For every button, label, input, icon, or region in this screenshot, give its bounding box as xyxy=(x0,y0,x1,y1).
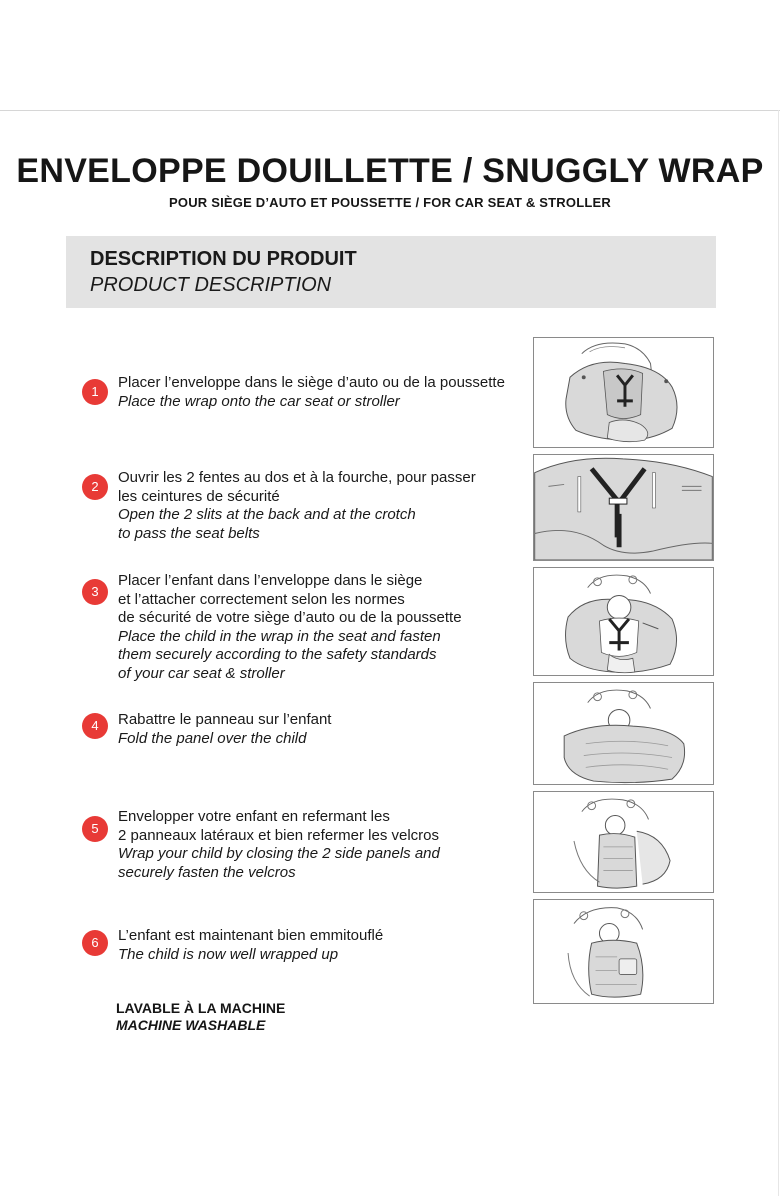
step-text-en: Open the 2 slits at the back and at the crotch to pass the seat belts xyxy=(118,506,416,542)
step-text xyxy=(118,572,538,683)
panel-folded-over-icon xyxy=(534,683,713,784)
step-text-fr: Placer l’enveloppe dans le siège d’auto ou de la poussette xyxy=(118,374,505,391)
step-text-fr: Rabattre le panneau sur l’enfant xyxy=(118,711,332,728)
product-description-band xyxy=(66,236,716,308)
step-text xyxy=(118,374,538,411)
description-heading-fr: DESCRIPTION DU PRODUIT xyxy=(90,248,357,270)
right-divider xyxy=(778,110,779,1196)
child-fully-wrapped-icon xyxy=(534,900,713,1003)
step-6-illustration xyxy=(533,899,714,1004)
step-number-badge: 2 xyxy=(82,474,108,500)
step-text-en: Place the child in the wrap in the seat and fasten them securely according to the safety standards of your car seat & stroller xyxy=(118,627,441,682)
step-5-illustration xyxy=(533,791,714,893)
step-text xyxy=(118,711,538,748)
step-text-en: Fold the panel over the child xyxy=(118,729,307,747)
side-panels-closing-icon xyxy=(534,792,713,892)
step-4-illustration xyxy=(533,682,714,785)
step-text-fr: Envelopper votre enfant en refermant les 2 panneaux latéraux et bien refermer les velcros xyxy=(118,808,440,844)
step-text-fr: Ouvrir les 2 fentes au dos et à la fourche, pour passer les ceintures de sécurité xyxy=(118,469,476,505)
step-text-en: Place the wrap onto the car seat or stroller xyxy=(118,392,400,410)
step-text-en: Wrap your child by closing the 2 side panels and securely fasten the velcros xyxy=(118,845,440,881)
page-subtitle: POUR SIÈGE D’AUTO ET POUSSETTE / FOR CAR SEAT & STROLLER xyxy=(169,195,611,210)
washable-label-en: MACHINE WASHABLE xyxy=(116,1017,266,1033)
step-number-badge: 5 xyxy=(82,816,108,842)
page-title: ENVELOPPE DOUILLETTE / SNUGGLY WRAP xyxy=(16,152,764,190)
step-text xyxy=(118,927,538,964)
step-text-fr: Placer l’enfant dans l’enveloppe dans le siège et l’attacher correctement selon les normes de sécurité de votre siège d’auto ou de la poussette xyxy=(118,572,462,626)
top-divider xyxy=(0,110,780,111)
step-number-badge: 3 xyxy=(82,579,108,605)
step-2-illustration xyxy=(533,454,714,561)
step-1-illustration xyxy=(533,337,714,448)
step-number-badge: 6 xyxy=(82,930,108,956)
step-text-fr: L’enfant est maintenant bien emmitouflé xyxy=(118,927,384,944)
child-in-wrap-icon xyxy=(534,568,713,675)
step-text xyxy=(118,469,538,543)
car-seat-with-wrap-icon xyxy=(534,338,713,447)
step-text xyxy=(118,808,538,882)
description-heading-en: PRODUCT DESCRIPTION xyxy=(90,274,332,296)
wrap-slits-closeup-icon xyxy=(534,455,713,560)
washable-label-fr: LAVABLE À LA MACHINE xyxy=(116,1000,286,1016)
step-number-badge: 4 xyxy=(82,713,108,739)
step-3-illustration xyxy=(533,567,714,676)
step-number-badge: 1 xyxy=(82,379,108,405)
step-text-en: The child is now well wrapped up xyxy=(118,945,339,963)
